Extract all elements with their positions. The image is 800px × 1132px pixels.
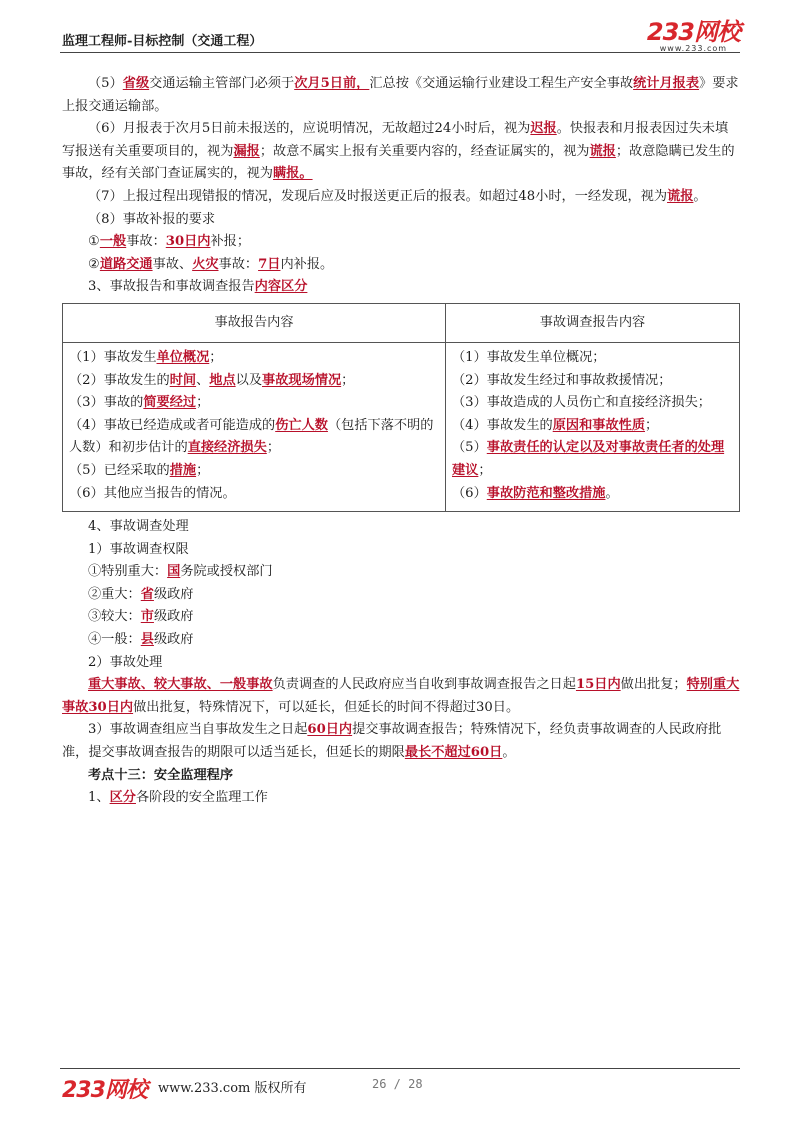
handling-paragraph — [62, 674, 740, 719]
text: 负责调查的人民政府应当自收到事故调查报告之日起 — [272, 677, 576, 693]
footer-copyright: www.233.com 版权所有 — [158, 1081, 307, 1096]
subsection-accident-handling: 2）事故处理 — [88, 654, 163, 670]
highlight: 事故责任的认定以及对事故责任者的处理建议 — [452, 440, 725, 478]
highlight: 县 — [140, 632, 154, 648]
highlight: 火灾 — [192, 256, 219, 272]
subsection-investigation-authority: 1）事故调查权限 — [88, 541, 189, 557]
key-point-13-heading: 考点十三：安全监理程序 — [88, 767, 234, 783]
highlight: 60日内 — [307, 722, 353, 738]
highlight: 市 — [140, 609, 154, 625]
table-header-row — [63, 303, 740, 342]
text: （2）事故发生的 — [69, 372, 170, 388]
text: 级政府 — [153, 609, 194, 625]
text: 做出批复，特殊情况下，可以延长，但延长的时间不得超过30日。 — [133, 699, 520, 715]
text: （6） — [452, 485, 487, 501]
text: 事故： — [218, 256, 259, 272]
authority-item-2 — [62, 584, 740, 607]
highlight: 单位概况 — [156, 349, 210, 365]
text: 提交事故调查报告；特殊情况下，经负责事故调查的人民政府批准，提交事故调查报告的期限可以适当延长，但延长的期限 — [62, 722, 722, 761]
text: （4）事故发生的 — [452, 417, 553, 433]
highlight: 一般 — [99, 234, 127, 250]
list-item — [69, 415, 441, 460]
highlight: 7日 — [258, 256, 281, 272]
text: 、 — [196, 372, 210, 388]
highlight: 省 — [140, 586, 154, 602]
highlight: 瞒报。 — [273, 166, 313, 182]
text: 。 — [693, 188, 707, 204]
text: 事故、 — [152, 256, 193, 272]
text: ② — [88, 256, 100, 272]
highlight: 统计月报表 — [633, 76, 700, 91]
list-item — [452, 415, 735, 438]
page-number: 26 / 28 — [372, 1077, 423, 1091]
authority-item-4 — [62, 629, 740, 652]
highlight: 省级 — [122, 76, 150, 91]
authority-item-3 — [62, 606, 740, 629]
logo-text: 233网校 — [646, 18, 740, 46]
highlight: 30日内 — [165, 234, 211, 250]
highlight: 直接经济损失 — [187, 440, 267, 456]
text: （4）事故已经造成或者可能造成的 — [69, 417, 276, 433]
highlight: 道路交通 — [99, 256, 153, 272]
text: 3）事故调查组应当自事故发生之日起 — [88, 722, 308, 738]
paragraph-7 — [62, 186, 740, 209]
text: 》要求上报交通运输部。 — [62, 76, 739, 114]
highlight: 谎报 — [589, 143, 616, 159]
text: 内补报。 — [280, 256, 334, 272]
paragraph-8-title: （8）事故补报的要求 — [88, 211, 216, 227]
text: ； — [645, 417, 659, 433]
highlight: 重大事故、较大事故、一般事故 — [88, 677, 273, 693]
text: ； — [209, 349, 223, 365]
text: ；故意隐瞒已发生的事故，经有关部门查证属实的，视为 — [62, 143, 735, 182]
highlight: 措施 — [169, 462, 197, 478]
highlight: 事故现场情况 — [262, 372, 342, 388]
text: 。 — [605, 485, 619, 501]
footer-divider — [60, 1068, 740, 1069]
text: ； — [266, 440, 280, 456]
list-item — [69, 460, 441, 483]
highlight: 伤亡人数 — [275, 417, 328, 433]
highlight: 时间 — [169, 372, 197, 388]
highlight: 谎报 — [667, 188, 694, 204]
text: 交通运输主管部门必须于 — [149, 76, 295, 91]
supplement-item-1 — [62, 231, 740, 254]
text: ①特别重大： — [88, 564, 168, 580]
text: 各阶段的安全监理工作 — [135, 790, 268, 806]
table-row — [63, 342, 740, 511]
text: 。 — [502, 745, 516, 761]
section-3-heading — [62, 276, 740, 299]
text: （6）月报表于次月5日前未报送的，应说明情况，无故超过24小时后，视为 — [88, 121, 531, 137]
list-item — [452, 483, 735, 506]
text: ； — [341, 372, 355, 388]
text: 汇总按《交通运输行业建设工程生产安全事故 — [369, 76, 634, 91]
text: 3、事故报告和事故调查报告 — [88, 279, 255, 295]
text: ；故意不属实上报有关重要内容的，经查证属实的，视为 — [259, 143, 590, 159]
highlight: 原因和事故性质 — [552, 417, 646, 433]
highlight: 国 — [167, 564, 181, 580]
document-body — [62, 73, 740, 810]
paragraph-6 — [62, 118, 740, 186]
paragraph-5 — [62, 73, 740, 118]
footer-logo: 233网校 — [62, 1078, 147, 1103]
text: （5）已经采取的 — [69, 462, 170, 478]
text: 以及 — [235, 372, 263, 388]
text: 做出批复； — [620, 677, 687, 693]
list-item — [69, 392, 441, 415]
highlight: 事故防范和整改措施 — [486, 485, 606, 501]
highlight: 特别重大事故30日内 — [62, 677, 740, 715]
text: ③较大： — [88, 609, 141, 625]
text: 1、 — [88, 790, 110, 806]
table-header-accident-report: 事故报告内容 — [63, 303, 446, 342]
text: 务院或授权部门 — [180, 564, 273, 580]
document-header-title: 监理工程师-目标控制（交通工程） — [62, 34, 263, 49]
brand-logo — [647, 20, 740, 53]
text: ； — [478, 462, 492, 478]
text: （5） — [452, 440, 487, 456]
text: （5） — [88, 76, 123, 91]
highlight: 迟报 — [530, 121, 557, 137]
list-item — [452, 437, 735, 482]
highlight: 区分 — [109, 790, 136, 806]
list-item: （2）事故发生经过和事故救援情况； — [452, 372, 672, 388]
text: ① — [88, 234, 100, 250]
text: 。快报表和月报表因过失未填写报送有关重要项目的，视为 — [62, 121, 729, 159]
accident-report-contents — [63, 342, 446, 511]
logo-url: www.233.com — [659, 44, 728, 53]
header-divider — [60, 52, 740, 53]
list-item: （6）其他应当报告的情况。 — [69, 485, 236, 501]
text: 补报； — [210, 234, 251, 250]
text: （7）上报过程出现错报的情况，发现后应及时报送更正后的报表。如超过48小时，一经发现，视为 — [88, 188, 668, 204]
highlight: 简要经过 — [143, 395, 197, 411]
text: 级政府 — [153, 586, 194, 602]
list-item — [69, 370, 441, 393]
section-4-heading: 4、事故调查处理 — [88, 519, 189, 535]
highlight: 漏报 — [233, 143, 260, 159]
text: ②重大： — [88, 586, 141, 602]
text: ； — [196, 395, 210, 411]
text: （3）事故的 — [69, 395, 144, 411]
key-point-13-item-1 — [62, 787, 740, 810]
text: 事故： — [126, 234, 166, 250]
text: （包括下落不明的人数）和初步估计的 — [69, 417, 434, 456]
highlight: 地点 — [209, 372, 236, 388]
investigation-report-contents — [446, 342, 740, 511]
supplement-item-2 — [62, 254, 740, 277]
list-item: （1）事故发生单位概况； — [452, 349, 606, 365]
text: ； — [196, 462, 210, 478]
list-item: （3）事故造成的人员伤亡和直接经济损失； — [452, 395, 711, 411]
text: ④一般： — [88, 632, 141, 648]
text: 级政府 — [153, 632, 194, 648]
highlight: 最长不超过60日 — [404, 745, 503, 761]
investigation-deadline-paragraph — [62, 719, 740, 764]
highlight: 15日内 — [575, 677, 621, 693]
table-header-investigation-report: 事故调查报告内容 — [446, 303, 740, 342]
text: （1）事故发生 — [69, 349, 157, 365]
authority-item-1 — [62, 561, 740, 584]
report-comparison-table — [62, 303, 740, 512]
highlight: 内容区分 — [254, 279, 308, 295]
list-item — [69, 347, 441, 370]
highlight: 次月5日前， — [294, 76, 370, 91]
